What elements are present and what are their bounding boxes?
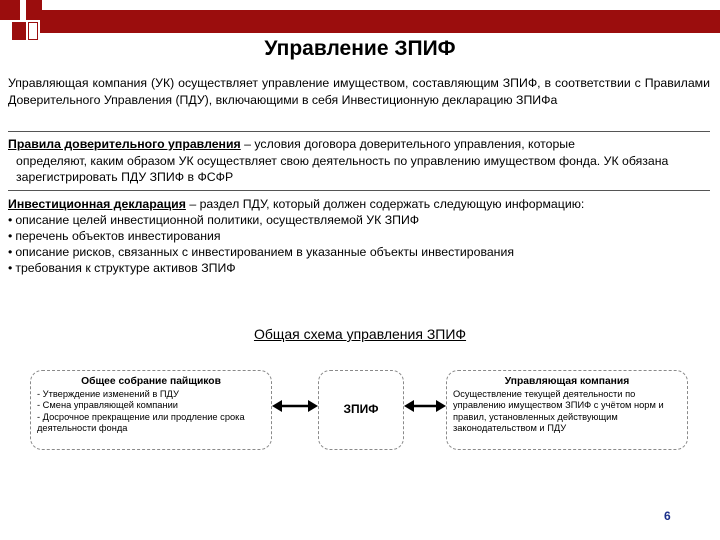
divider xyxy=(8,131,710,132)
fund-label: ЗПИФ xyxy=(343,402,379,417)
double-arrow-icon xyxy=(404,396,446,416)
decor-square xyxy=(0,0,20,20)
rules-text-line2: определяют, каким образом УК осуществляет свою деятельность по управлению имуществом фонда. УК обязана зарегистрировать ПДУ ЗПИФ в ФСФР xyxy=(16,153,669,184)
header-bar xyxy=(40,10,720,33)
management-company-heading: Управляющая компания xyxy=(504,376,630,387)
page-title: Управление ЗПИФ xyxy=(264,37,456,60)
declaration-term: Инвестиционная декларация xyxy=(8,197,186,211)
declaration-lead xyxy=(8,196,710,212)
divider xyxy=(8,190,710,191)
list-item: - Смена управляющей компании xyxy=(37,400,178,410)
declaration-list xyxy=(8,212,710,276)
shareholders-list xyxy=(37,389,265,435)
declaration-section xyxy=(8,196,710,276)
double-arrow-icon xyxy=(272,396,318,416)
rules-paragraph xyxy=(8,136,710,186)
declaration-text: – раздел ПДУ, который должен содержать следующую информацию: xyxy=(185,197,585,211)
rules-text-line1: – условия договора доверительного управления, которые xyxy=(240,137,575,151)
list-item: - Досрочное прекращение или продление срока деятельности фонда xyxy=(37,411,245,433)
list-item: • требования к структуре активов ЗПИФ xyxy=(8,260,710,276)
fund-box xyxy=(318,370,404,450)
list-item: - Утверждение изменений в ПДУ xyxy=(37,388,179,399)
rules-term: Правила доверительного управления xyxy=(8,137,241,151)
management-company-box xyxy=(446,370,688,450)
intro-paragraph: Управляющая компания (УК) осуществляет управление имуществом, составляющим ЗПИФ, в соответствии с Правилами Доверительного Управления (ПДУ), включающими в себя Инвестиционную декларацию ЗПИФа xyxy=(8,76,710,107)
management-company-text: Осуществление текущей деятельности по управлению имуществом ЗПИФ с учётом норм и правил, установленных действующим законодательством и ПДУ xyxy=(453,388,664,433)
scheme-title: Общая схема управления ЗПИФ xyxy=(253,326,467,342)
list-item: • описание рисков, связанных с инвестированием в указанные объекты инвестирования xyxy=(8,244,710,260)
list-item: • описание целей инвестиционной политики, осуществляемой УК ЗПИФ xyxy=(8,212,710,228)
list-item: • перечень объектов инвестирования xyxy=(8,228,710,244)
shareholders-box xyxy=(30,370,272,450)
shareholders-heading: Общее собрание пайщиков xyxy=(81,376,221,387)
page-number: 6 xyxy=(664,509,671,523)
decor-square xyxy=(26,0,42,20)
